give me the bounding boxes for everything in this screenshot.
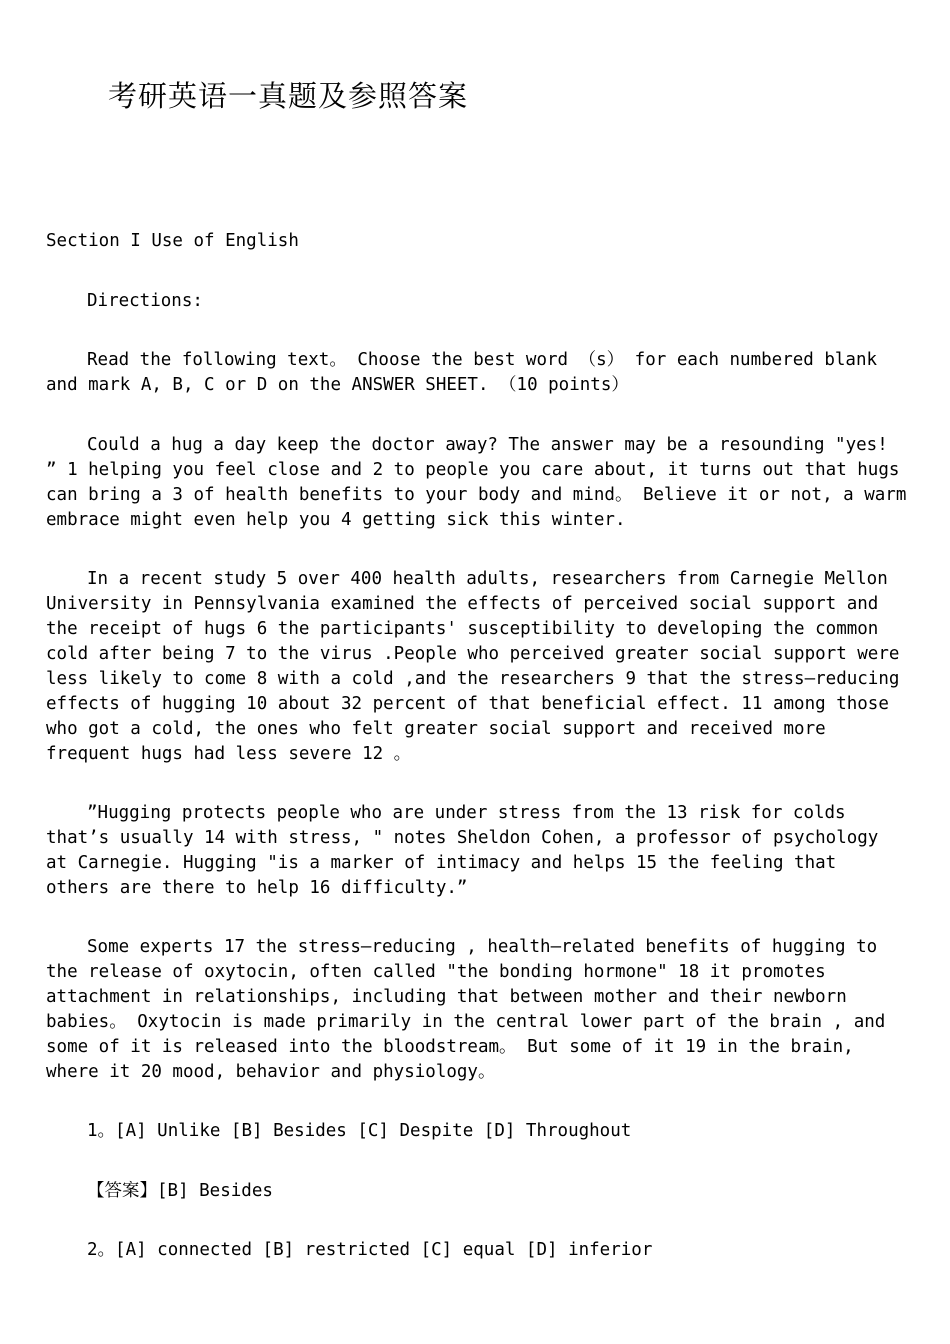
directions-text	[46, 348, 908, 398]
passage-paragraph-text: Some experts 17 the stress—reducing , health—related benefits of hugging to the release of oxytocin, often called "the bonding hormone" 18 it promotes attachment in relationships, including that between mother and their newborn babies。 Oxytocin is made primarily in the central lower part of the brain , and some of it is released into the bloodstream。 But some of it 19 in the brain, where it 20 mood, behavior and physiology。	[46, 937, 886, 1082]
passage-paragraph-2	[46, 567, 908, 767]
passage-paragraph-4	[46, 935, 908, 1085]
directions-text-content: Read the following text。 Choose the best word （s） for each numbered blank and mark A, B, C or D on the ANSWER SHEET. （10 points）	[46, 350, 878, 395]
passage-paragraph-1	[46, 433, 908, 533]
question-2-options: 2。[A] connected [B] restricted [C] equal [D] inferior	[87, 1240, 653, 1260]
section-heading: Section I Use of English	[46, 231, 299, 251]
document-title: 考研英语一真题及参照答案	[108, 79, 469, 113]
passage-paragraph-text: Could a hug a day keep the doctor away? The answer may be a resounding "yes! ” 1 helping you feel close and 2 to people you care about, it turns out that hugs can bring a 3 of health benefits to your body and mind。 Believe it or not, a warm embrace might even help you 4 getting sick this winter.	[46, 435, 907, 530]
passage-paragraph-3	[46, 801, 908, 901]
passage-paragraph-text: ”Hugging protects people who are under stress from the 13 risk for colds that’s usually 14 with stress, " notes Sheldon Cohen, a professor of psychology at Carnegie. Hugging "is a marker of intimacy and helps 15 the feeling that others are there to help 16 difficulty.”	[46, 803, 879, 898]
directions-label: Directions:	[87, 291, 203, 311]
question-1-answer: 【答案】[B] Besides	[87, 1181, 273, 1201]
question-1-options: 1。[A] Unlike [B] Besides [C] Despite [D] Throughout	[87, 1121, 632, 1141]
passage-paragraph-text: In a recent study 5 over 400 health adults, researchers from Carnegie Mellon University in Pennsylvania examined the effects of perceived social support and the receipt of hugs 6 the participants' susceptibility to developing the common cold after being 7 to the virus .People who perceived greater social support were less likely to come 8 with a cold ,and the researchers 9 that the stress—reducing effects of hugging 10 about 32 percent of that beneficial effect. 11 among those who got a cold, the ones who felt greater social support and received more frequent hugs had less severe 12 。	[46, 569, 900, 764]
